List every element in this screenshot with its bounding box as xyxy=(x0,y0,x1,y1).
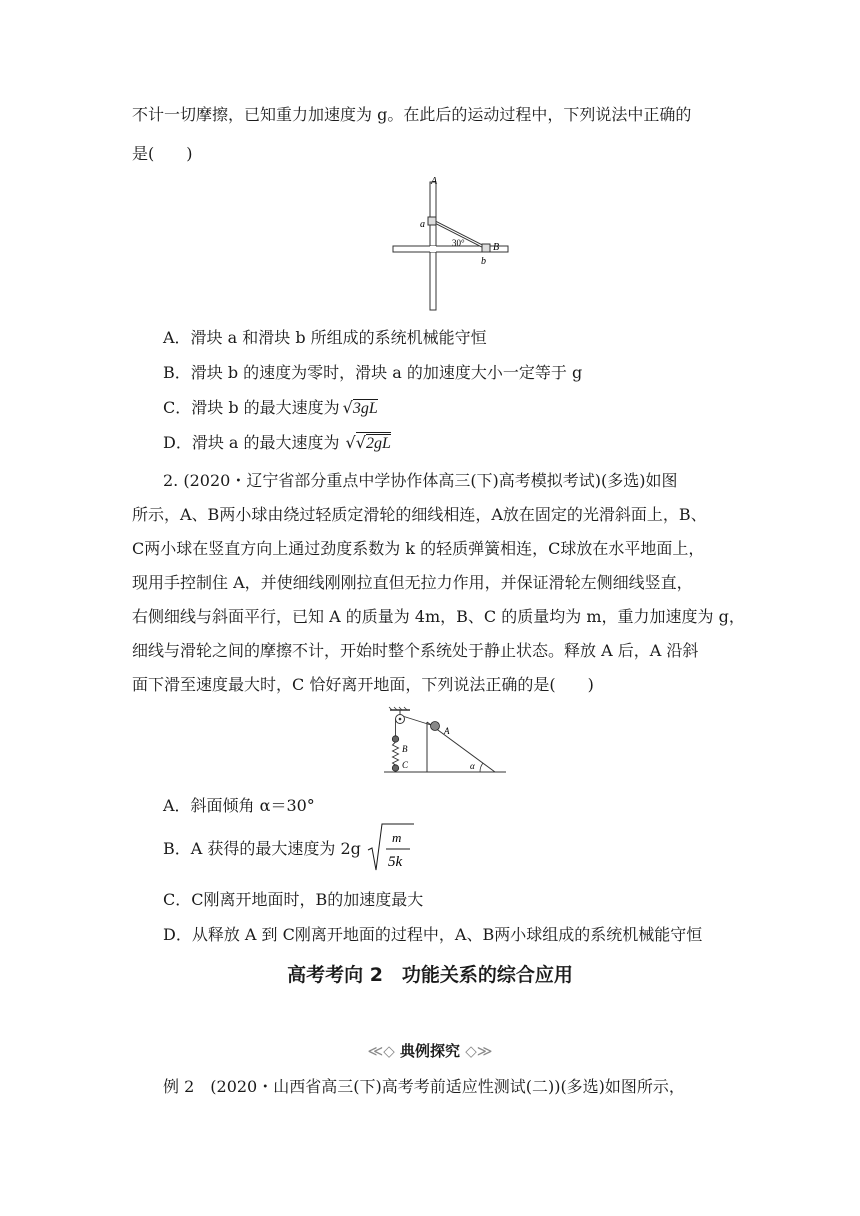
q2-fig-label-A: A xyxy=(444,726,450,736)
q2-option-b-text: B．A 获得的最大速度为 2g xyxy=(163,839,361,858)
q2-figure xyxy=(380,706,510,778)
q2-option-b-denominator: 5k xyxy=(388,854,403,870)
q1-option-c-radicand: 3gL xyxy=(352,400,378,417)
left-chevron-icon: ≪◇ xyxy=(367,1042,395,1060)
q1-fig-angle: 30° xyxy=(452,238,465,248)
q1-fig-label-a: a xyxy=(420,219,425,230)
q2-stem-line1: 2. (2020・辽宁省部分重点中学协作体高三(下)高考模拟考试)(多选)如图 xyxy=(163,471,678,490)
q1-fig-label-A: A xyxy=(431,176,438,187)
q1-fig-label-b: b xyxy=(481,256,486,267)
q1-option-d-text: D．滑块 a 的最大速度为 xyxy=(163,433,340,452)
q2-option-b xyxy=(163,838,361,860)
q2-option-b-sqrt-fraction xyxy=(366,820,416,876)
example-banner xyxy=(0,1040,860,1061)
right-chevron-icon: ◇≫ xyxy=(465,1042,493,1060)
q2-stem-line2: 所示，A、B两小球由绕过轻质定滑轮的细线相连，A放在固定的光滑斜面上，B、 xyxy=(132,505,707,524)
q1-fig-label-B: B xyxy=(493,242,500,253)
q2-fig-angle: α xyxy=(470,761,475,771)
sqrt-symbol: √√2gL xyxy=(345,433,391,452)
q1-option-d-radicand: 2gL xyxy=(365,435,391,452)
q1-option-b: B．滑块 b 的速度为零时，滑块 a 的加速度大小一定等于 g xyxy=(163,363,583,382)
q2-stem-line5: 右侧细线与斜面平行，已知 A 的质量为 4m，B、C 的质量均为 m，重力加速度为 g， xyxy=(132,607,745,626)
q1-figure xyxy=(385,172,515,312)
q1-option-c xyxy=(163,397,378,420)
q2-stem-line6: 细线与滑轮之间的摩擦不计，开始时整个系统处于静止状态。释放 A 后，A 沿斜 xyxy=(132,641,699,660)
section-heading: 高考考向 2 功能关系的综合应用 xyxy=(287,964,573,986)
q2-option-d: D．从释放 A 到 C刚离开地面的过程中，A、B两小球组成的系统机械能守恒 xyxy=(163,925,703,944)
q1-stem-line2: 是( ) xyxy=(132,144,193,163)
q1-option-c-text: C．滑块 b 的最大速度为 xyxy=(163,398,340,417)
q2-stem-line4: 现用手控制住 A，并使细线刚刚拉直但无拉力作用，并保证滑轮左侧细线竖直， xyxy=(132,573,693,592)
sqrt-symbol: √3gL xyxy=(342,398,378,417)
q2-option-a: A．斜面倾角 α＝30° xyxy=(163,796,315,815)
q2-fig-label-C: C xyxy=(402,760,409,770)
example-2-line: 例 2 (2020・山西省高三(下)高考考前适应性测试(二))(多选)如图所示， xyxy=(163,1077,685,1096)
q1-stem-line1: 不计一切摩擦，已知重力加速度为 g。在此后的运动过程中，下列说法中正确的 xyxy=(132,105,692,124)
q2-fig-label-B: B xyxy=(402,744,408,754)
q2-option-b-numerator: m xyxy=(392,830,402,845)
q1-option-d xyxy=(163,432,391,455)
q2-option-c: C．C刚离开地面时，B的加速度最大 xyxy=(163,890,424,909)
q1-option-a: A．滑块 a 和滑块 b 所组成的系统机械能守恒 xyxy=(163,328,487,347)
banner-title: 典例探究 xyxy=(399,1042,460,1060)
q2-stem-line3: C两小球在竖直方向上通过劲度系数为 k 的轻质弹簧相连，C球放在水平地面上， xyxy=(132,539,705,558)
q2-stem-line7: 面下滑至速度最大时，C 恰好离开地面，下列说法正确的是( ) xyxy=(132,675,594,694)
